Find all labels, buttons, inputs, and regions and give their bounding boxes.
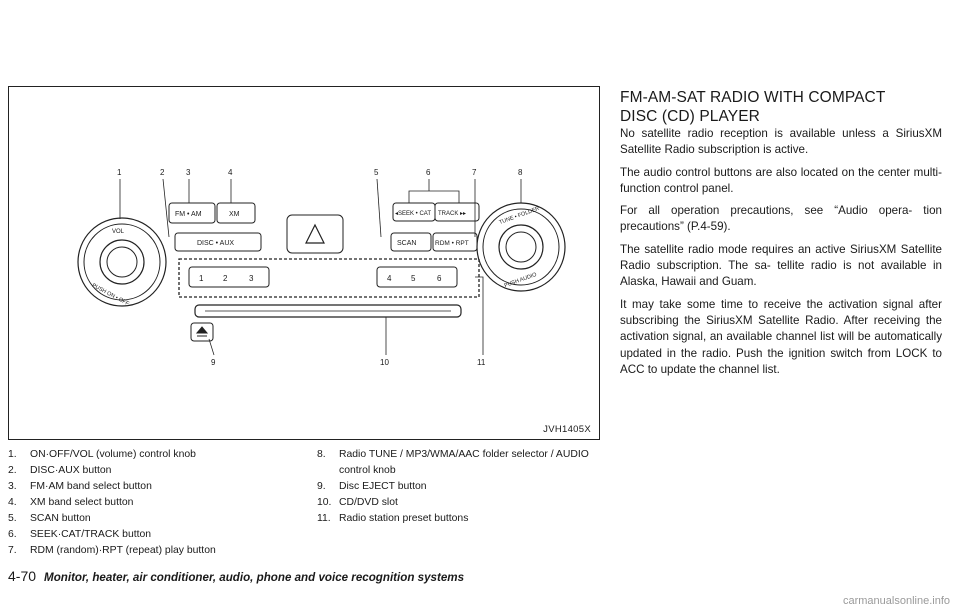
legend-text: RDM (random)·RPT (repeat) play button (30, 545, 216, 556)
legend-num: 5. (8, 513, 17, 524)
body-paragraph: For all operation precautions, see “Audio opera- tion precautions” (P.4-59). (620, 204, 942, 234)
callout-1: 1 (117, 168, 122, 177)
seek-cat-button-label: ◂SEEK • CAT (395, 211, 432, 217)
legend-num: 10. (317, 497, 332, 508)
radio-diagram-figure (8, 86, 600, 440)
body-paragraph: The satellite radio mode requires an active SiriusXM Satellite Radio subscription. The sa- tellite radio is not available in Alaska, Hawaii and Guam. (620, 242, 942, 289)
hazard-icon (306, 225, 324, 243)
legend-item (8, 527, 318, 543)
callout-11: 11 (477, 358, 486, 367)
section-title: FM-AM-SAT RADIO WITH COMPACT DISC (CD) PLAYER (620, 89, 886, 125)
legend-text: CD/DVD slot (339, 497, 398, 508)
legend-item (8, 511, 318, 527)
legend-item (317, 447, 607, 479)
scan-button-label: SCAN (397, 240, 417, 247)
fm-am-button-label: FM • AM (175, 211, 202, 218)
callout-5: 5 (374, 168, 379, 177)
preset-5-label: 5 (411, 274, 416, 283)
page-number: 4-70 (8, 568, 37, 584)
disc-aux-button-label: DISC • AUX (197, 240, 235, 247)
legend-item (8, 479, 318, 495)
hazard-button (287, 215, 343, 253)
legend-text: Radio TUNE / MP3/WMA/AAC folder selector / AUDIO control knob (339, 449, 589, 476)
preset-1-label: 1 (199, 274, 204, 283)
preset-3-label: 3 (249, 274, 254, 283)
callout-7: 7 (472, 168, 477, 177)
knob-vol-label: VOL (112, 229, 125, 235)
legend-num: 1. (8, 449, 17, 460)
legend-num: 2. (8, 465, 17, 476)
legend-text: Radio station preset buttons (339, 513, 469, 524)
callout-3: 3 (186, 168, 191, 177)
callout-9: 9 (211, 358, 216, 367)
watermark: carmanualsonline.info (842, 595, 950, 607)
callout-lines (120, 179, 521, 355)
legend-text: Disc EJECT button (339, 481, 427, 492)
legend-text: ON·OFF/VOL (volume) control knob (30, 449, 196, 460)
legend-text: DISC·AUX button (30, 465, 112, 476)
legend-text: SCAN button (30, 513, 91, 524)
legend-num: 3. (8, 481, 17, 492)
callout-2: 2 (160, 168, 165, 177)
knob-tune-label: TUNE • FOLDER (498, 205, 541, 227)
legend-num: 11. (317, 513, 331, 524)
legend-num: 9. (317, 481, 326, 492)
legend-item (317, 511, 607, 527)
preset-4-label: 4 (387, 274, 392, 283)
legend-text: XM band select button (30, 497, 134, 508)
legend-item (8, 447, 318, 463)
xm-button-label: XM (229, 211, 240, 218)
body-paragraph: No satellite radio reception is available unless a SiriusXM Satellite Radio subscription is active. (620, 127, 942, 157)
tune-knob (477, 203, 565, 291)
legend-num: 7. (8, 545, 17, 556)
legend-num: 4. (8, 497, 17, 508)
legend-item (317, 479, 607, 495)
preset-2-label: 2 (223, 274, 228, 283)
chapter-title: Monitor, heater, air conditioner, audio, phone and voice recognition systems (44, 571, 465, 584)
callout-10: 10 (380, 358, 389, 367)
body-paragraph: The audio control buttons are also located on the center multi-function control panel. (620, 165, 942, 195)
callout-4: 4 (228, 168, 233, 177)
figure-code: JVH1405X (543, 424, 591, 435)
body-paragraph: It may take some time to receive the activation signal after subscribing the SiriusXM Satellite Radio. After receiving the activation signal, an available channel list will be automatically updated in the radio. Push the ignition switch from LOCK to ACC to update the channel list. (620, 297, 942, 376)
legend-num: 6. (8, 529, 17, 540)
legend-text: FM·AM band select button (30, 481, 152, 492)
eject-icon (197, 327, 207, 336)
vol-knob (78, 218, 166, 308)
section-body (620, 126, 942, 384)
legend-item (317, 495, 607, 511)
knob-push-label: PUSH ON • OFF (90, 282, 130, 308)
legend-item (8, 543, 318, 559)
legend-column-left (8, 447, 318, 559)
rdm-rpt-button-label: RDM • RPT (435, 240, 469, 247)
callout-8: 8 (518, 168, 523, 177)
knob-audio-label: PUSH AUDIO (503, 271, 538, 290)
radio-panel-drawing (9, 87, 601, 441)
legend-column-right (317, 447, 607, 527)
legend-item (8, 495, 318, 511)
callout-6: 6 (426, 168, 431, 177)
legend-num: 8. (317, 449, 326, 460)
page-footer (8, 568, 464, 584)
legend-text: SEEK·CAT/TRACK button (30, 529, 152, 540)
track-button-label: TRACK ▸▸ (438, 211, 467, 217)
preset-6-label: 6 (437, 274, 442, 283)
legend-item (8, 463, 318, 479)
